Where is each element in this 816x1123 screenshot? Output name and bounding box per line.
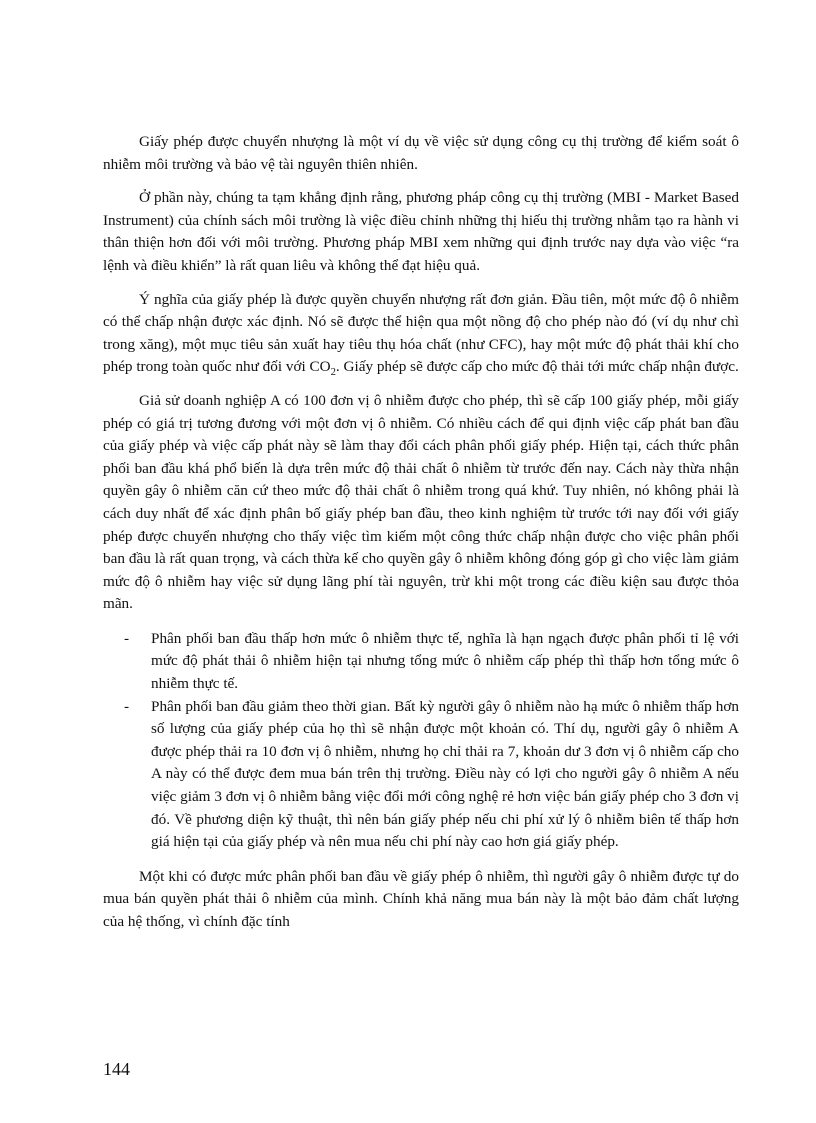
paragraph-3-text-end: . Giấy phép sẽ được cấp cho mức độ thải tới mức chấp nhận được. <box>335 358 739 376</box>
paragraph-2: Ở phần này, chúng ta tạm khẳng định rằng, phương pháp công cụ thị trường (MBI - Market Based Instrument) của chính sách môi trường là việc điều chỉnh những thị hiếu thị trường nhằm tạo ra hành vi thân thiện hơn đối với môi trường. Phương pháp MBI xem những qui định trước nay dựa vào việc “ra lệnh và điều khiển” là rất quan liêu và không thể đạt hiệu quả. <box>103 189 739 274</box>
condition-list <box>103 628 739 854</box>
paragraph-1: Giấy phép được chuyển nhượng là một ví dụ về việc sử dụng công cụ thị trường để kiểm soát ô nhiễm môi trường và bảo vệ tài nguyên thiên nhiên. <box>103 133 739 173</box>
list-item <box>103 628 739 696</box>
co2-subscript: 2 <box>330 367 336 379</box>
list-item-text: Phân phối ban đầu thấp hơn mức ô nhiễm thực tế, nghĩa là hạn ngạch được phân phối tỉ lệ với mức độ phát thải ô nhiễm hiện tại nhưng tổng mức ô nhiễm cấp phép thì thấp hơn tổng mức ô nhiễm thực tế. <box>151 629 739 693</box>
paragraph-3-text: Ý nghĩa của giấy phép là được quyền chuyển nhượng rất đơn giản. Đầu tiên, một mức độ ô nhiễm có thể chấp nhận được xác định. Nó sẽ được thể hiện qua một nồng độ cho phép nào đó (ví dụ như chì trong xăng), một mục tiêu sản xuất hay tiêu thụ hóa chất (như CFC), hay một mức độ phát thải khí cho phép trong toàn quốc như đối với CO <box>103 290 739 376</box>
paragraph-3 <box>103 289 739 379</box>
page-body <box>103 131 739 934</box>
list-item-text: Phân phối ban đầu giảm theo thời gian. Bất kỳ người gây ô nhiễm nào hạ mức ô nhiễm thấp hơn số lượng của giấy phép của họ thì sẽ nhận được một khoản có. Thí dụ, người gây ô nhiễm A được phép thải ra 10 đơn vị ô nhiễm, nhưng họ chỉ thải ra 7, khoản dư 3 đơn vị ô nhiễm cấp cho A này có thể được đem mua bán trên thị trường. Điều này có lợi cho người gây ô nhiễm A nếu việc giảm 3 đơn vị ô nhiễm bằng việc đổi mới công nghệ rẻ hơn việc bán giấy phép cho 3 đơn vị đó. Về phương diện kỹ thuật, thì nên bán giấy phép nếu chi phí xử lý ô nhiễm biên tế thấp hơn giá hiện tại của giấy phép và nên mua nếu chi phí này cao hơn giá giấy phép. <box>151 697 739 851</box>
list-bullet: - <box>124 697 130 715</box>
list-bullet: - <box>124 629 130 647</box>
paragraph-5: Một khi có được mức phân phối ban đầu về giấy phép ô nhiễm, thì người gây ô nhiễm được tự do mua bán quyền phát thải ô nhiễm của mình. Chính khả năng mua bán này là một bảo đảm chất lượng của hệ thống, vì chính đặc tính <box>103 867 739 930</box>
list-item <box>103 696 739 854</box>
paragraph-4: Giả sử doanh nghiệp A có 100 đơn vị ô nhiễm được cho phép, thì sẽ cấp 100 giấy phép, mỗi giấy phép có giá trị tương đương với một đơn vị ô nhiễm. Có nhiều cách để qui định việc cấp phát ban đầu của giấy phép và việc cấp phát này sẽ làm thay đổi cách phân phối giấy phép. Hiện tại, cách thức phân phối ban đầu khá phổ biến là dựa trên mức độ thải chất ô nhiễm từ trước đến nay. Cách này thừa nhận quyền gây ô nhiễm căn cứ theo mức độ thải chất ô nhiễm trong quá khứ. Tuy nhiên, nó không phải là cách duy nhất để xác định phân bố giấy phép ban đầu, theo kinh nghiệm từ trước tới nay đối với giấy phép được chuyển nhượng cho thấy việc tìm kiếm một công thức chấp nhận được cho việc phân phối ban đầu là rất quan trọng, và cách thừa kế cho quyền gây ô nhiễm không đóng góp gì cho việc làm giảm mức độ ô nhiễm hay việc sử dụng lãng phí tài nguyên, trừ khi một trong các điều kiện sau được thỏa mãn. <box>103 391 739 613</box>
page-number: 144 <box>103 1059 130 1079</box>
